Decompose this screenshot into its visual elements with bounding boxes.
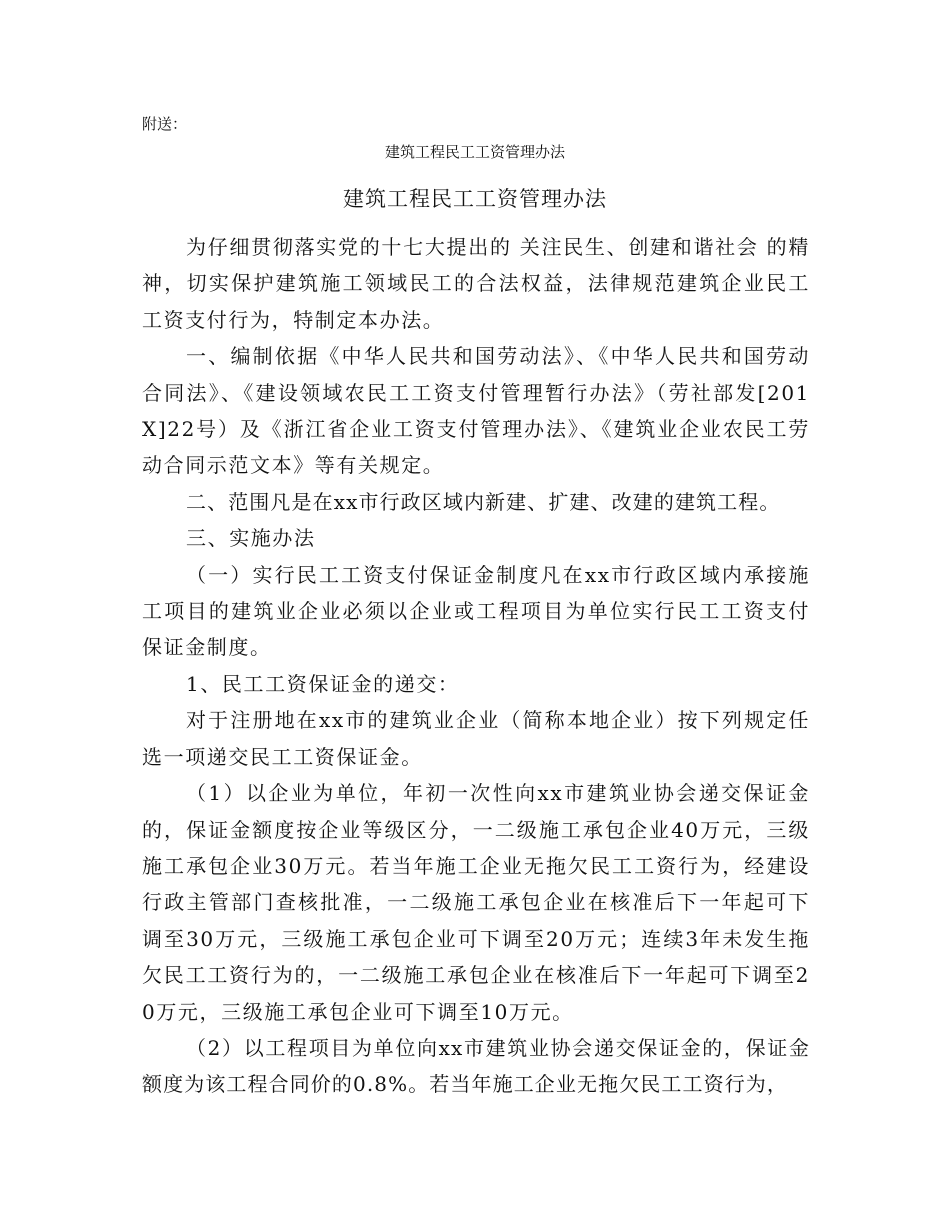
attachment-label: 附送： — [142, 115, 188, 133]
paragraph-local-enterprise: 对于注册地在xx市的建筑业企业（简称本地企业）按下列规定任选一项递交民工工资保证金。 — [142, 708, 810, 769]
document-body — [142, 229, 810, 1103]
document-subtitle: 建筑工程民工工资管理办法 — [384, 143, 565, 161]
paragraph-section-heading: 三、实施办法 — [186, 526, 316, 551]
paragraph-scope: 二、范围凡是在xx市行政区域内新建、扩建、改建的建筑工程。 — [186, 489, 781, 514]
paragraph-guarantee-system: （一）实行民工工资支付保证金制度凡在xx市行政区域内承接施工项目的建筑业企业必须以企业或工程项目为单位实行民工工资支付保证金制度。 — [142, 562, 810, 660]
paragraph-intro: 为仔细贯彻落实党的十七大提出的 关注民生、创建和谐社会 的精神，切实保护建筑施工领域民工的合法权益，法律规范建筑企业民工工资支付行为，特制定本办法。 — [142, 235, 810, 332]
paragraph-item-heading: 1、民工工资保证金的递交： — [186, 671, 460, 696]
paragraph-basis: 一、编制依据《中华人民共和国劳动法》、《中华人民共和国劳动合同法》、《建设领域农民工工资支付管理暂行办法》（劳社部发[201X]22号）及《浙江省企业工资支付管理办法》、《建筑业企业农民工劳动合同示范文本》等有关规定。 — [142, 344, 810, 478]
paragraph-option-2: （2）以工程项目为单位向xx市建筑业协会递交保证金的，保证金额度为该工程合同价的0.8%。若当年施工企业无拖欠民工工资行为， — [142, 1035, 810, 1097]
document-title: 建筑工程民工工资管理办法 — [343, 187, 607, 211]
paragraph-option-1: （1）以企业为单位，年初一次性向xx市建筑业协会递交保证金的，保证金额度按企业等级区分，一二级施工承包企业40万元，三级施工承包企业30万元。若当年施工企业无拖欠民工工资行为，经建设行政主管部门查核批准，一二级施工承包企业在核准后下一年起可下调至30万元，三级施工承包企业可下调至20万元；连续3年未发生拖欠民工工资行为的，一二级施工承包企业在核准后下一年起可下调至20万元，三级施工承包企业可下调至10万元。 — [142, 781, 810, 1024]
